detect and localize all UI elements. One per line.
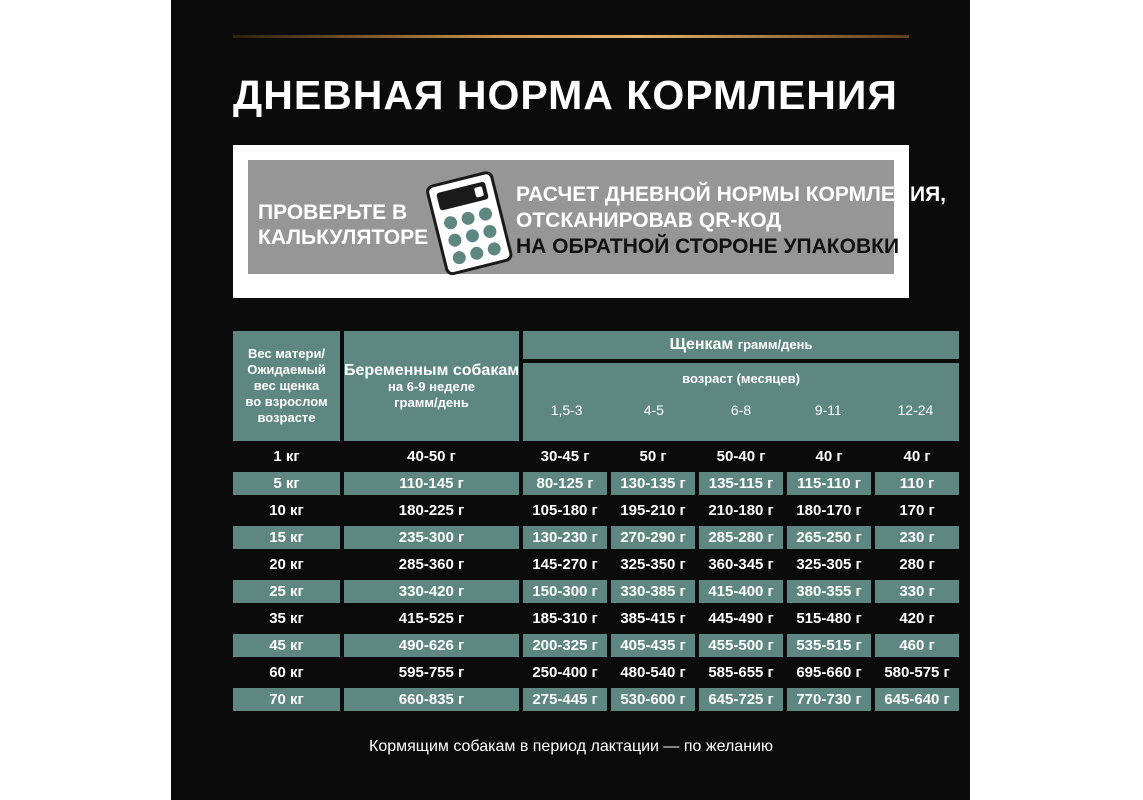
table-row (233, 526, 959, 549)
header-age-label: возраст (месяцев) (682, 371, 800, 386)
table-row (233, 472, 959, 495)
header-pregnant-unit: грамм/день (394, 394, 469, 410)
pregnant-cell: 415-525 г (398, 610, 465, 627)
puppy-cell: 50 г (639, 448, 667, 465)
header-puppies-title: Щенкам (669, 336, 734, 353)
page-title: ДНЕВНАЯ НОРМА КОРМЛЕНИЯ (233, 72, 898, 118)
table-row (233, 634, 959, 657)
puppy-cell: 210-180 г (708, 502, 774, 519)
feeding-panel (171, 0, 970, 800)
puppy-cell: 40 г (903, 448, 931, 465)
puppy-cell: 530-600 г (611, 688, 695, 711)
lactation-note: Кормящим собакам в период лактации — по желанию (369, 738, 773, 755)
puppy-cell: 285-280 г (699, 526, 783, 549)
weight-cell: 25 кг (233, 580, 340, 603)
puppy-cell: 420 г (899, 610, 935, 627)
pregnant-cell: 285-360 г (398, 556, 465, 573)
table-row (233, 661, 959, 684)
calculator-right-line3: НА ОБРАТНОЙ СТОРОНЕ УПАКОВКИ (516, 235, 900, 258)
header-weight-line: возрасте (257, 410, 316, 425)
age-label: 6-8 (730, 402, 752, 418)
puppy-cell: 200-325 г (523, 634, 607, 657)
header-puppies-unit: грамм/день (737, 337, 813, 352)
calculator-banner (233, 145, 947, 298)
puppy-cell: 130-135 г (611, 472, 695, 495)
puppy-cell: 330-385 г (611, 580, 695, 603)
header-pregnant-title: Беременным собакам (344, 361, 520, 379)
table-row (233, 607, 959, 630)
puppy-cell: 280 г (899, 556, 935, 573)
calculator-left-line2: КАЛЬКУЛЯТОРЕ (258, 226, 429, 249)
pregnant-cell: 595-755 г (398, 664, 465, 681)
puppy-cell: 150-300 г (523, 580, 607, 603)
header-weight-line: Вес матери/ (247, 346, 326, 361)
table-row (233, 499, 959, 522)
pregnant-cell: 660-835 г (344, 688, 519, 711)
calculator-icon (426, 168, 514, 276)
pregnant-cell: 235-300 г (344, 526, 519, 549)
puppy-cell: 770-730 г (787, 688, 871, 711)
puppy-cell: 265-250 г (787, 526, 871, 549)
puppy-cell: 325-350 г (620, 556, 686, 573)
puppy-cell: 50-40 г (716, 448, 766, 465)
puppy-cell: 645-640 г (875, 688, 959, 711)
table-header-row (233, 331, 959, 359)
header-weight-line: вес щенка (253, 378, 320, 393)
age-list (523, 402, 959, 418)
calculator-right-line2: ОТСКАНИРОВАВ QR-КОД (516, 209, 782, 232)
weight-cell: 15 кг (233, 526, 340, 549)
puppy-cell: 385-415 г (620, 610, 686, 627)
header-pregnant-sub: на 6-9 неделе (388, 378, 476, 394)
table-row (233, 580, 959, 603)
puppy-cell: 135-115 г (699, 472, 783, 495)
puppy-cell: 180-170 г (796, 502, 862, 519)
table-body (233, 445, 959, 711)
puppy-cell: 170 г (899, 502, 935, 519)
weight-cell: 5 кг (233, 472, 340, 495)
calculator-right-line1: РАСЧЕТ ДНЕВНОЙ НОРМЫ КОРМЛЕНИЯ, (516, 183, 947, 206)
puppy-cell: 380-355 г (787, 580, 871, 603)
age-label: 1,5-3 (550, 402, 583, 418)
puppy-cell: 110 г (875, 472, 959, 495)
table-row (233, 445, 959, 468)
puppy-cell: 105-180 г (532, 502, 598, 519)
puppy-cell: 515-480 г (796, 610, 862, 627)
header-pregnant (344, 331, 519, 441)
table-age-row (233, 363, 959, 441)
header-age (523, 363, 959, 441)
puppy-cell: 40 г (815, 448, 843, 465)
puppy-cell: 535-515 г (787, 634, 871, 657)
puppy-cell: 455-500 г (699, 634, 783, 657)
weight-cell: 1 кг (273, 448, 300, 465)
calculator-description (516, 182, 947, 260)
puppy-cell: 325-305 г (796, 556, 862, 573)
puppy-cell: 445-490 г (708, 610, 774, 627)
weight-cell: 20 кг (269, 556, 304, 573)
puppy-cell: 185-310 г (532, 610, 598, 627)
puppy-cell: 415-400 г (699, 580, 783, 603)
pregnant-cell: 40-50 г (407, 448, 456, 465)
puppy-cell: 270-290 г (611, 526, 695, 549)
calculator-left-line1: ПРОВЕРЬТЕ В (258, 201, 408, 224)
puppy-cell: 115-110 г (787, 472, 871, 495)
puppy-cell: 250-400 г (532, 664, 598, 681)
puppy-cell: 330 г (875, 580, 959, 603)
puppy-cell: 130-230 г (523, 526, 607, 549)
calculator-banner-inner (248, 160, 947, 274)
weight-cell: 70 кг (233, 688, 340, 711)
weight-cell: 60 кг (269, 664, 304, 681)
header-puppies (523, 331, 959, 359)
puppy-cell: 585-655 г (708, 664, 774, 681)
puppy-cell: 480-540 г (620, 664, 686, 681)
weight-cell: 45 кг (233, 634, 340, 657)
weight-cell: 10 кг (269, 502, 304, 519)
puppy-cell: 195-210 г (620, 502, 686, 519)
puppy-cell: 405-435 г (611, 634, 695, 657)
puppy-cell: 360-345 г (708, 556, 774, 573)
puppy-cell: 645-725 г (699, 688, 783, 711)
puppy-cell: 30-45 г (540, 448, 590, 465)
header-weight (233, 331, 340, 441)
header-weight-line: во взрослом (245, 394, 328, 409)
pregnant-cell: 490-626 г (344, 634, 519, 657)
age-label: 9-11 (814, 402, 842, 418)
puppy-cell: 275-445 г (523, 688, 607, 711)
table-row (233, 553, 959, 576)
puppy-cell: 80-125 г (523, 472, 607, 495)
puppy-cell: 230 г (875, 526, 959, 549)
feeding-table (229, 327, 963, 715)
header-weight-line: Ожидаемый (247, 362, 326, 377)
calculator-check-text (258, 200, 448, 250)
table-row (233, 688, 959, 711)
age-label: 4-5 (643, 402, 664, 418)
puppy-cell: 145-270 г (532, 556, 598, 573)
pregnant-cell: 180-225 г (398, 502, 465, 519)
puppy-cell: 580-575 г (884, 664, 950, 681)
pregnant-cell: 110-145 г (344, 472, 519, 495)
pregnant-cell: 330-420 г (344, 580, 519, 603)
weight-cell: 35 кг (269, 610, 304, 627)
puppy-cell: 460 г (875, 634, 959, 657)
gold-divider (233, 35, 909, 38)
puppy-cell: 695-660 г (796, 664, 862, 681)
age-label: 12-24 (897, 402, 934, 418)
